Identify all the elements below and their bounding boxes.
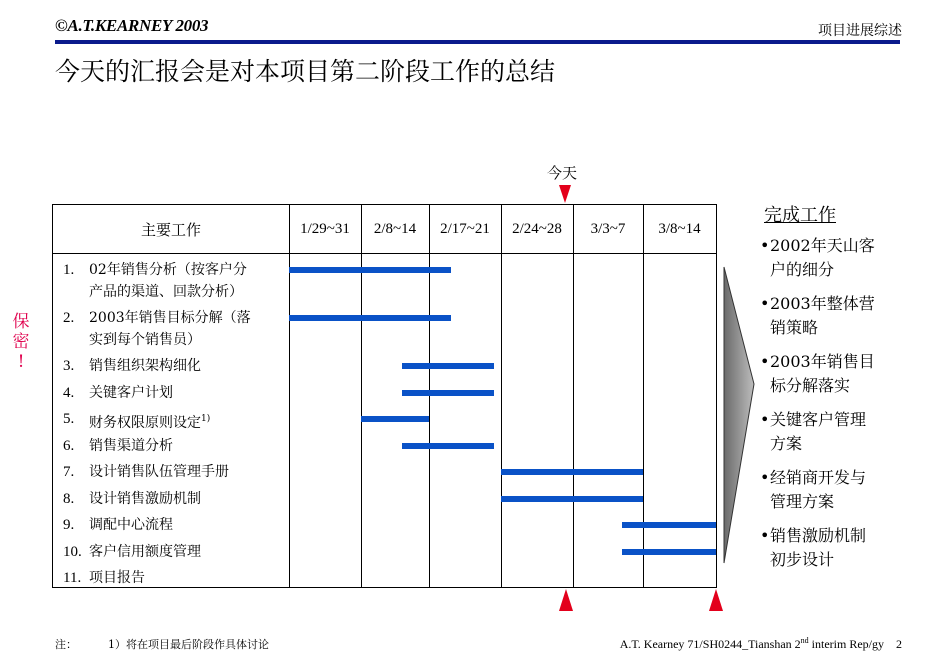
gantt-bar [289, 267, 451, 273]
task-label: 调配中心流程 [89, 517, 173, 533]
task-number: 2. [63, 310, 75, 326]
footnote-ref: 1) [201, 414, 211, 424]
gantt-bar [501, 496, 643, 502]
result-arrow-icon [723, 266, 755, 564]
gantt-chart [52, 204, 717, 588]
task-label: 2003年销售目标分解（落 实到每个销售员） [89, 310, 251, 348]
completed-item: • 关键客户管理 方案 [760, 410, 867, 453]
completed-item: • 2003年整体营 销策略 [760, 294, 875, 337]
gantt-bar [361, 416, 429, 422]
task-number: 9. [63, 517, 75, 533]
header-rule [55, 40, 900, 44]
gantt-bars [53, 205, 716, 587]
gantt-bar [622, 549, 716, 555]
week-header: 2/17~21 [440, 220, 490, 237]
task-number: 1. [63, 262, 75, 278]
week-header: 2/24~28 [512, 220, 562, 237]
week-header: 1/29~31 [300, 220, 350, 237]
milestone-marker [709, 589, 723, 611]
gantt-bar [622, 522, 716, 528]
footnote-text: 1）将在项目最后阶段作具体讨论 [108, 638, 269, 651]
confidential-char: 保 [12, 312, 30, 332]
brand-logo: ©A.T.KEARNEY 2003 [55, 16, 209, 35]
today-label: 今天 [547, 164, 578, 182]
footer-reference: A.T. Kearney 71/SH0244_Tianshan 2nd interim Rep/gy 2 [619, 636, 902, 651]
task-label: 关键客户计划 [89, 384, 173, 401]
task-label: 设计销售激励机制 [89, 490, 201, 507]
confidential-char: ! [17, 352, 25, 372]
completed-item: • 2003年销售目 标分解落实 [760, 352, 875, 395]
task-label: 02年销售分析（按客户分 产品的渠道、回款分析） [89, 262, 247, 300]
page-number: 2 [896, 637, 902, 651]
task-label: 销售组织架构细化 [89, 358, 201, 374]
week-header: 3/8~14 [658, 220, 701, 237]
task-number: 10. [63, 543, 82, 560]
task-number: 3. [63, 358, 75, 374]
task-number: 8. [63, 490, 75, 507]
task-number: 6. [63, 437, 75, 454]
confidential-char: 密 [12, 332, 30, 352]
task-label: 客户信用额度管理 [89, 543, 201, 560]
task-label: 项目报告 [89, 570, 145, 586]
task-label: 销售渠道分析 [89, 437, 173, 454]
task-column-header: 主要工作 [140, 220, 201, 239]
completed-item: • 销售激励机制 初步设计 [760, 526, 867, 569]
gantt-bar [501, 469, 643, 475]
task-number: 7. [63, 464, 75, 480]
task-label: 财务权限原则设定$^{1)}$ [89, 414, 211, 431]
section-title: 项目进展综述 [818, 23, 902, 39]
completed-item: • 2002年天山客 户的细分 [760, 236, 875, 279]
task-number: 4. [63, 384, 75, 401]
task-number: 11. [63, 570, 82, 586]
completed-item: • 经销商开发与 管理方案 [760, 468, 867, 511]
week-header: 3/3~7 [590, 220, 626, 237]
confidential-stamp [9, 312, 33, 372]
page-title: 今天的汇报会是对本项目第二阶段工作的总结 [55, 57, 556, 86]
milestone-marker [559, 589, 573, 611]
week-header: 2/8~14 [373, 220, 417, 237]
gantt-bar [402, 363, 494, 369]
completed-title: 完成工作 [764, 205, 836, 226]
completed-list [760, 234, 900, 582]
gantt-bar [402, 390, 494, 396]
task-number: 5. [63, 411, 75, 427]
footnote-label: 注： [55, 638, 77, 651]
task-label: 设计销售队伍管理手册 [89, 464, 229, 480]
today-marker [559, 185, 571, 203]
gantt-bar [289, 315, 451, 321]
gantt-bar [402, 443, 494, 449]
